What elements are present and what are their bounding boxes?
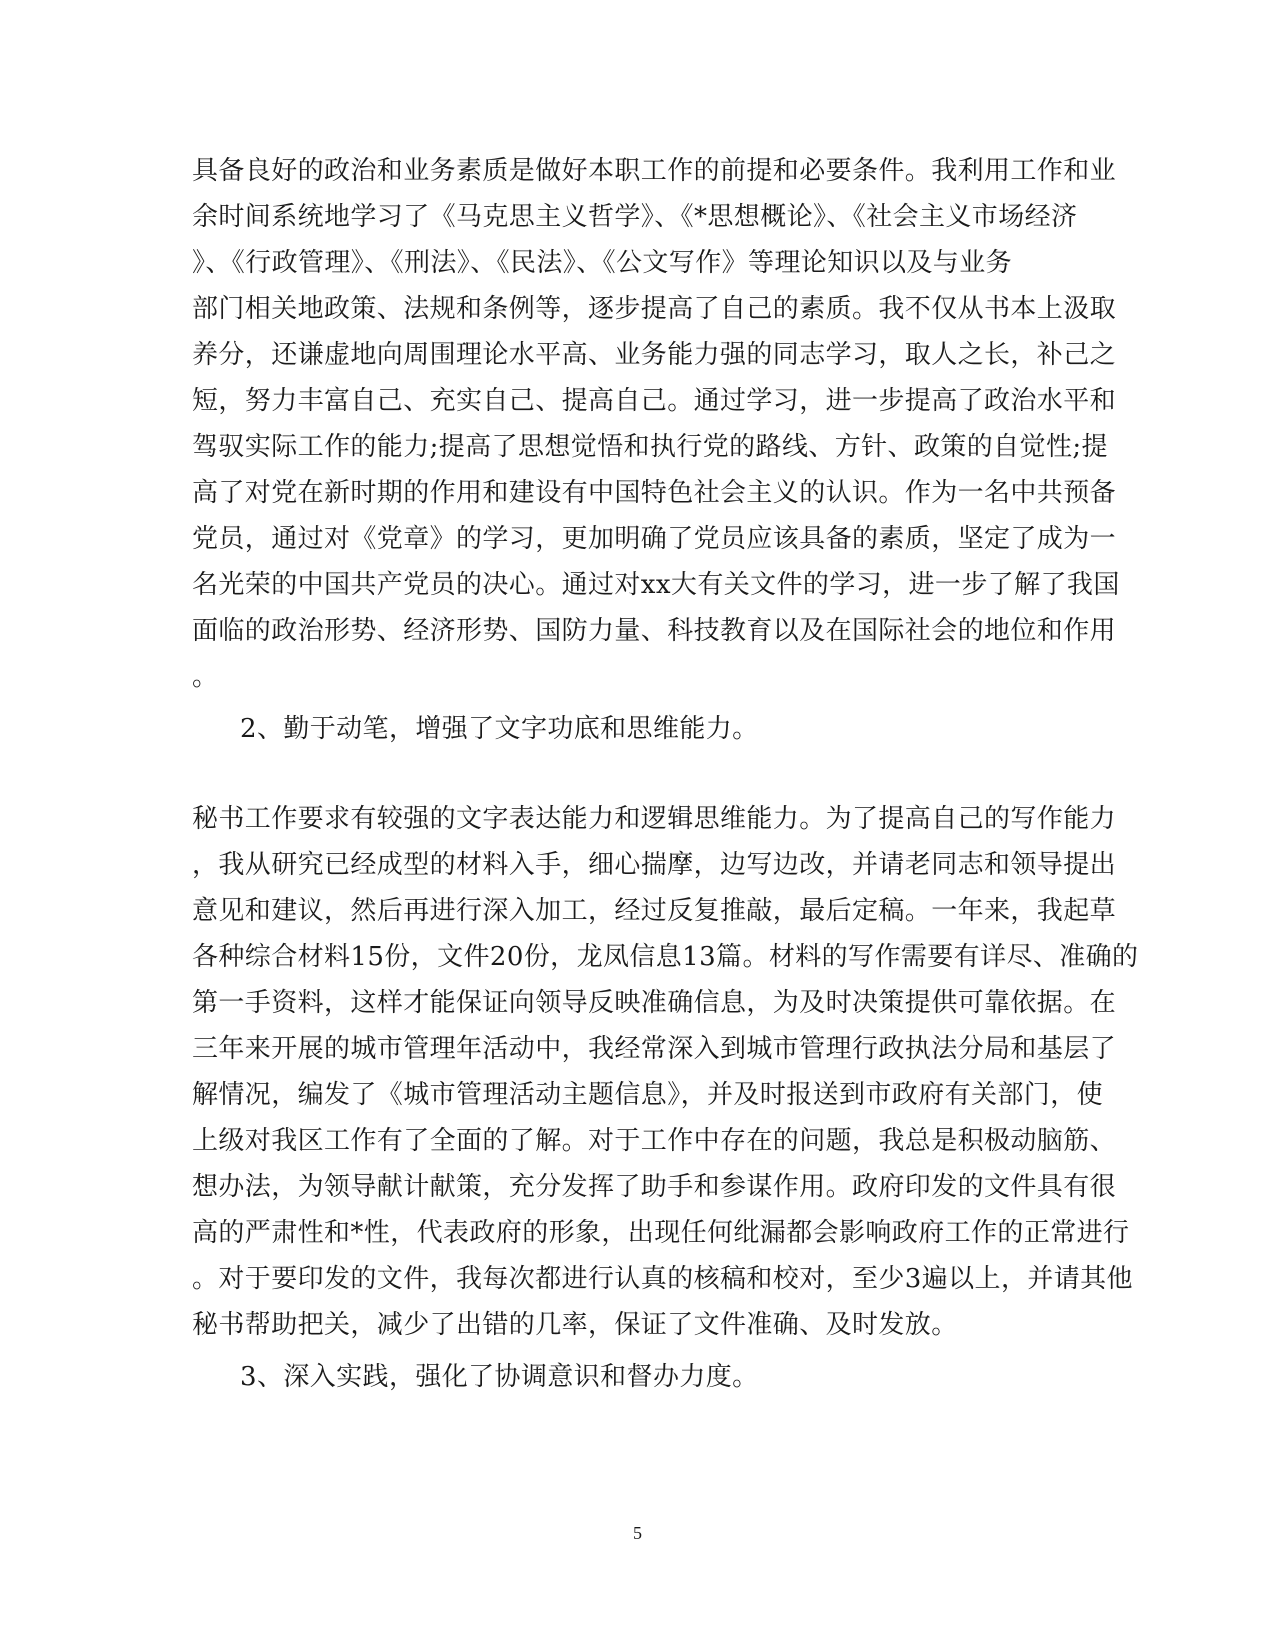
page-number: 5: [633, 1523, 642, 1543]
text-line: 高了对党在新时期的作用和建设有中国特色社会主义的认识。作为一名中共预备: [192, 478, 1117, 508]
text-line: 意见和建议，然后再进行深入加工，经过反复推敲，最后定稿。一年来，我起草: [192, 896, 1117, 926]
text-line: 余时间系统地学习了《马克思主义哲学》、《*思想概论》、《社会主义市场经济: [192, 202, 1078, 232]
text-line: ，我从研究已经成型的材料入手，细心揣摩，边写边改，并请老同志和领导提出: [192, 850, 1117, 880]
text-line: 高的严肃性和*性，代表政府的形象，出现任何纰漏都会影响政府工作的正常进行: [192, 1218, 1130, 1248]
text-line: 解情况，编发了《城市管理活动主题信息》，并及时报送到市政府有关部门，使: [192, 1080, 1104, 1110]
text-line: 名光荣的中国共产党员的决心。通过对xx大有关文件的学习，进一步了解了我国: [192, 570, 1120, 600]
text-line: 面临的政治形势、经济形势、国防力量、科技教育以及在国际社会的地位和作用: [192, 616, 1117, 646]
text-line: 想办法，为领导献计献策，充分发挥了助手和参谋作用。政府印发的文件具有很: [192, 1172, 1117, 1202]
text-line: 秘书帮助把关，减少了出错的几率，保证了文件准确、及时发放。: [192, 1310, 958, 1340]
text-line: 三年来开展的城市管理年活动中，我经常深入到城市管理行政执法分局和基层了: [192, 1034, 1117, 1064]
text-line: 秘书工作要求有较强的文字表达能力和逻辑思维能力。为了提高自己的写作能力: [192, 804, 1117, 834]
text-line: 党员，通过对《党章》的学习，更加明确了党员应该具备的素质，坚定了成为一: [192, 524, 1117, 554]
text-line: 短，努力丰富自己、充实自己、提高自己。通过学习，进一步提高了政治水平和: [192, 386, 1117, 416]
text-line: 第一手资料，这样才能保证向领导反映准确信息，为及时决策提供可靠依据。在: [192, 988, 1117, 1018]
text-line: 驾驭实际工作的能力;提高了思想觉悟和执行党的路线、方针、政策的自觉性;提: [192, 432, 1108, 462]
text-line: 各种综合材料15份，文件20份，龙凤信息13篇。材料的写作需要有详尽、准确的: [192, 942, 1139, 972]
text-line: 养分，还谦虚地向周围理论水平高、业务能力强的同志学习，取人之长，补己之: [192, 340, 1117, 370]
text-line: 》、《行政管理》、《刑法》、《民法》、《公文写作》等理论知识以及与业务: [192, 248, 1013, 278]
section-heading-3: 3、深入实践，强化了协调意识和督办力度。: [240, 1362, 759, 1392]
text-line: 具备良好的政治和业务素质是做好本职工作的前提和必要条件。我利用工作和业: [192, 156, 1117, 186]
section-heading-2: 2、勤于动笔，增强了文字功底和思维能力。: [240, 714, 759, 744]
text-line: 。对于要印发的文件，我每次都进行认真的核稿和校对，至少3遍以上，并请其他: [192, 1264, 1133, 1294]
text-line: 。: [192, 662, 219, 692]
text-line: 上级对我区工作有了全面的了解。对于工作中存在的问题，我总是积极动脑筋、: [192, 1126, 1117, 1156]
text-line: 部门相关地政策、法规和条例等，逐步提高了自己的素质。我不仅从书本上汲取: [192, 294, 1117, 324]
